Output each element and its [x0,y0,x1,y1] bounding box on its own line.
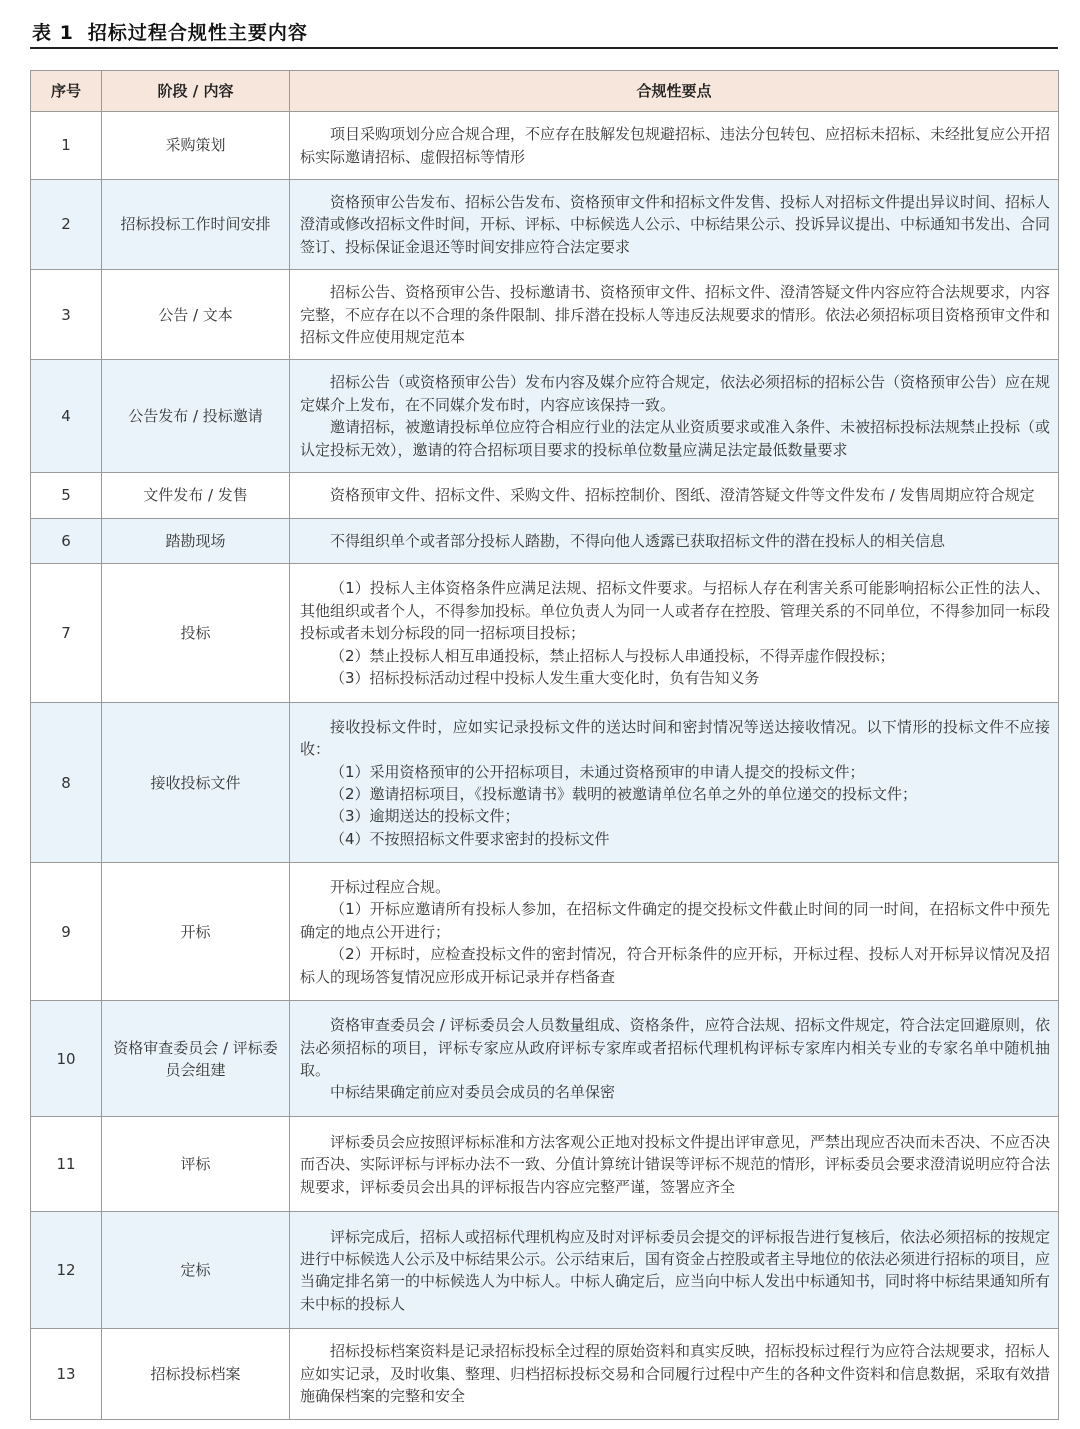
table-row [31,703,1059,863]
row-number: 2 [31,180,102,270]
row-number: 6 [31,519,102,564]
row-compliance-points [290,180,1059,270]
compliance-paragraph: 招标公告（或资格预审公告）发布内容及媒介应符合规定，依法必须招标的招标公告（资格预审公告）应在规定媒介上发布，在不同媒介发布时，内容应该保持一致。 [300,373,1051,414]
row-stage: 文件发布 / 发售 [102,473,290,519]
row-stage: 资格审查委员会 / 评标委员会组建 [102,1001,290,1117]
row-stage: 公告 / 文本 [102,270,290,360]
row-stage: 评标 [102,1117,290,1212]
table-row [31,1001,1059,1117]
row-compliance-points [290,112,1059,180]
compliance-paragraph: 招标公告、资格预审公告、投标邀请书、资格预审文件、招标文件、澄清答疑文件内容应符合法规要求，内容完整，不应存在以不合理的条件限制、排斥潜在投标人等违反法规要求的情形。依法必须招标项目资格预审文件和招标文件应使用规定范本 [300,283,1051,347]
row-stage: 接收投标文件 [102,703,290,863]
row-compliance-points [290,1329,1059,1419]
compliance-paragraph: 邀请招标，被邀请投标单位应符合相应行业的法定从业资质要求或准入条件、未被招标投标法规禁止投标（或认定投标无效），邀请的符合招标项目要求的投标单位数量应满足法定最低数量要求 [300,418,1051,459]
row-number: 12 [31,1212,102,1329]
compliance-paragraph: 评标委员会应按照评标标准和方法客观公正地对投标文件提出评审意见，严禁出现应否决而未否决、不应否决而否决、实际评标与评标办法不一致、分值计算统计错误等评标不规范的情形，评标委员会要求澄清说明应符合法规要求，评标委员会出具的评标报告内容应完整严谨，签署应齐全 [300,1132,1051,1196]
compliance-paragraph: （4）不按照招标文件要求密封的投标文件 [330,829,610,848]
table-caption [32,18,308,45]
table-body [31,112,1059,1420]
compliance-paragraph: （1）采用资格预审的公开招标项目，未通过资格预审的申请人提交的投标文件； [330,762,865,781]
row-number: 4 [31,360,102,473]
row-number: 8 [31,703,102,863]
compliance-paragraph: 资格审查委员会 / 评标委员会人员数量组成、资格条件，应符合法规、招标文件规定，符合法定回避原则，依法必须招标的项目，评标专家应从政府评标专家库或者招标代理机构评标专家库内相关专业的专家名单中随机抽取。 [300,1016,1050,1079]
table-row [31,270,1059,360]
table-row [31,564,1059,703]
header-compliance-points: 合规性要点 [290,71,1059,112]
table-caption-text: 招标过程合规性主要内容 [87,22,308,44]
row-stage: 开标 [102,863,290,1001]
table-row [31,1329,1059,1419]
row-compliance-points [290,564,1059,703]
row-stage: 招标投标档案 [102,1329,290,1419]
row-compliance-points [290,519,1059,564]
table-header-row [31,71,1059,112]
row-compliance-points [290,863,1059,1001]
table-row [31,360,1059,473]
compliance-paragraph: 项目采购项划分应合规合理，不应存在肢解发包规避招标、违法分包转包、应招标未招标、未经批复应公开招标实际邀请招标、虚假招标等情形 [300,125,1051,166]
row-compliance-points [290,1117,1059,1212]
compliance-paragraph: 中标结果确定前应对委员会成员的名单保密 [330,1083,616,1102]
row-compliance-points [290,1001,1059,1117]
compliance-paragraph: （2）邀请招标项目，《投标邀请书》载明的被邀请单位名单之外的单位递交的投标文件； [330,784,918,803]
compliance-paragraph: 评标完成后，招标人或招标代理机构应及时对评标委员会提交的评标报告进行复核后，依法必须招标的按规定进行中标候选人公示及中标结果公示。公示结束后，国有资金占控股或者主导地位的依法必须进行招标的项目，应当确定排名第一的中标候选人为中标人。中标人确定后，应当向中标人发出中标通知书，同时将中标结果通知所有未中标的投标人 [300,1227,1051,1313]
table-row [31,1212,1059,1329]
table-row [31,1117,1059,1212]
row-number: 10 [31,1001,102,1117]
row-number: 3 [31,270,102,360]
compliance-paragraph: （2）禁止投标人相互串通投标，禁止招标人与投标人串通投标，不得弄虚作假投标； [330,646,895,665]
table-row [31,519,1059,564]
table-caption-number: 表 1 [32,22,74,44]
row-compliance-points [290,360,1059,473]
row-stage: 投标 [102,564,290,703]
row-number: 7 [31,564,102,703]
compliance-paragraph: （3）逾期送达的投标文件； [330,807,520,826]
compliance-table [30,70,1059,1420]
compliance-paragraph: 资格预审文件、招标文件、采购文件、招标控制价、图纸、澄清答疑文件等文件发布 / 发售周期应符合规定 [330,486,1035,505]
row-number: 5 [31,473,102,519]
table-row [31,473,1059,519]
row-stage: 定标 [102,1212,290,1329]
row-compliance-points [290,1212,1059,1329]
row-number: 1 [31,112,102,180]
header-stage: 阶段 / 内容 [102,71,290,112]
row-compliance-points [290,270,1059,360]
table-row [31,863,1059,1001]
row-stage: 踏勘现场 [102,519,290,564]
compliance-paragraph: 资格预审公告发布、招标公告发布、资格预审文件和招标文件发售、投标人对招标文件提出异议时间、招标人澄清或修改招标文件时间，开标、评标、中标候选人公示、中标结果公示、投诉异议提出、中标通知书发出、合同签订、投标保证金退还等时间安排应符合法定要求 [300,193,1051,256]
row-number: 11 [31,1117,102,1212]
table-row [31,180,1059,270]
compliance-paragraph: （2）开标时，应检查投标文件的密封情况，符合开标条件的应开标，开标过程、投标人对开标异议情况及招标人的现场答复情况应形成开标记录并存档备查 [300,945,1050,986]
row-number: 9 [31,863,102,1001]
compliance-paragraph: （1）投标人主体资格条件应满足法规、招标文件要求。与招标人存在利害关系可能影响招标公正性的法人、其他组织或者个人，不得参加投标。单位负责人为同一人或者存在控股、管理关系的不同单位，不得参加同一标段投标或者未划分标段的同一招标项目投标； [300,579,1051,643]
compliance-paragraph: 不得组织单个或者部分投标人踏勘，不得向他人透露已获取招标文件的潜在投标人的相关信息 [330,532,946,551]
caption-divider [30,47,1058,49]
compliance-paragraph: （3）招标投标活动过程中投标人发生重大变化时，负有告知义务 [330,669,760,688]
compliance-paragraph: 接收投标文件时，应如实记录投标文件的送达时间和密封情况等送达接收情况。以下情形的投标文件不应接收： [300,717,1050,759]
row-stage: 公告发布 / 投标邀请 [102,360,290,473]
row-stage: 采购策划 [102,112,290,180]
row-stage: 招标投标工作时间安排 [102,180,290,270]
compliance-paragraph: （1）开标应邀请所有投标人参加，在招标文件确定的提交投标文件截止时间的同一时间，在招标文件中预先确定的地点公开进行； [300,900,1050,941]
row-compliance-points [290,703,1059,863]
compliance-paragraph: 开标过程应合规。 [330,877,451,896]
row-compliance-points [290,473,1059,519]
compliance-paragraph: 招标投标档案资料是记录招标投标全过程的原始资料和真实反映，招标投标过程行为应符合法规要求，招标人应如实记录，及时收集、整理、归档招标投标交易和合同履行过程中产生的各种文件资料和信息数据，采取有效措施确保档案的完整和安全 [300,1342,1051,1406]
table-row [31,112,1059,180]
header-number: 序号 [31,71,102,112]
row-number: 13 [31,1329,102,1419]
